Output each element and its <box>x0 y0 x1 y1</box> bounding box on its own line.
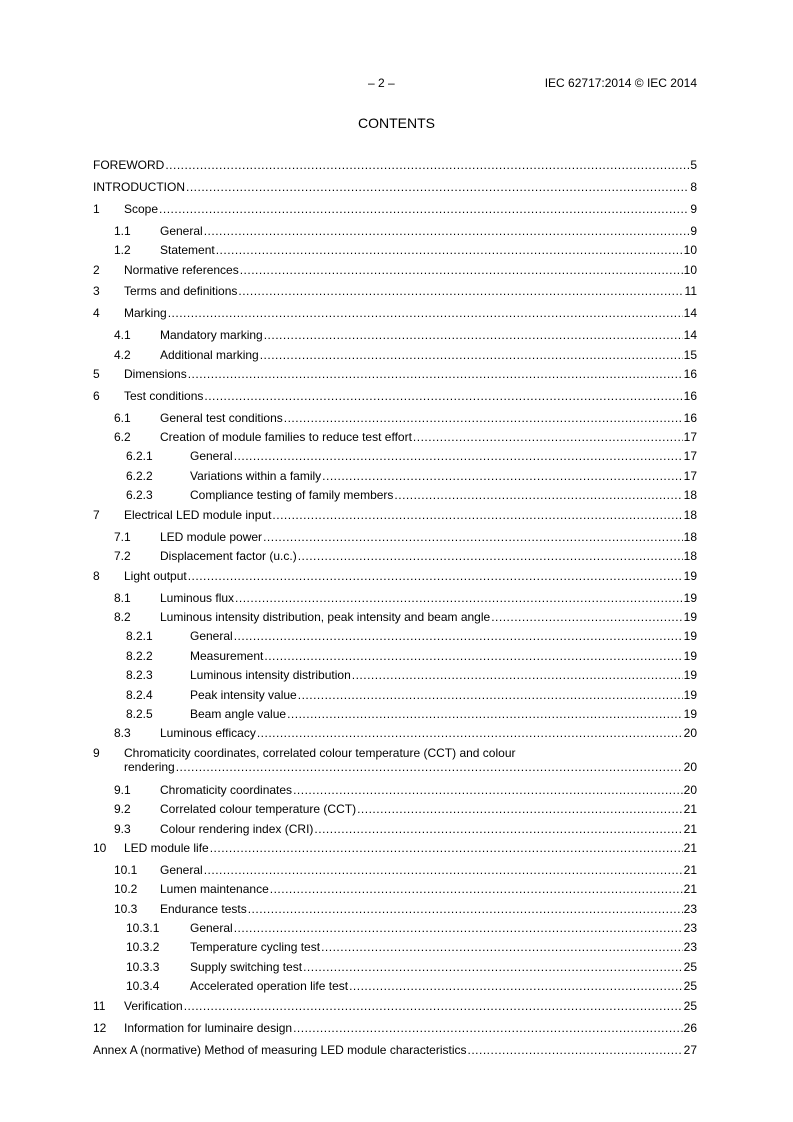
toc-entry-number: 2 <box>93 263 100 277</box>
toc-entry-page: 19 <box>683 591 697 605</box>
toc-entry-title: Supply switching test <box>190 960 303 974</box>
toc-entry-title: General <box>190 629 233 643</box>
toc-entry[interactable] <box>93 802 697 816</box>
toc-entry-number: 1.2 <box>114 243 131 257</box>
toc-entry-page: 19 <box>683 569 697 583</box>
toc-entry[interactable] <box>93 668 697 682</box>
toc-entry-page: 16 <box>683 367 697 381</box>
dot-leader <box>204 389 682 403</box>
toc-entry-page: 19 <box>683 668 697 682</box>
toc-entry-title: Luminous intensity distribution <box>190 668 351 682</box>
dot-leader <box>321 940 683 954</box>
toc-entry-title: Annex A (normative) Method of measuring LED module characteristics <box>93 1043 467 1057</box>
dot-leader <box>491 610 682 624</box>
dot-leader <box>260 348 683 362</box>
dot-leader <box>394 488 682 502</box>
toc-entry-number: 5 <box>93 367 100 381</box>
dot-leader <box>322 469 682 483</box>
dot-leader <box>186 180 689 194</box>
toc-entry-title: Colour rendering index (CRI) <box>160 822 314 836</box>
toc-entry-title-continued: rendering <box>124 760 175 774</box>
toc-entry[interactable] <box>93 688 697 702</box>
dot-leader <box>235 591 683 605</box>
toc-entry[interactable] <box>93 746 697 774</box>
toc-entry[interactable] <box>93 902 697 916</box>
toc-entry-title: Additional marking <box>160 348 259 362</box>
toc-entry-page: 18 <box>683 549 697 563</box>
toc-entry[interactable] <box>93 348 697 362</box>
toc-entry-number: 8.2.2 <box>126 649 153 663</box>
dot-leader <box>188 367 683 381</box>
toc-entry-title: Temperature cycling test <box>190 940 321 954</box>
toc-entry-title: Dimensions <box>124 367 187 381</box>
dot-leader <box>413 430 683 444</box>
toc-entry-number: 10.3.4 <box>126 979 160 993</box>
toc-entry[interactable] <box>93 328 697 342</box>
toc-entry-title: Luminous efficacy <box>160 726 256 740</box>
toc-entry-title: Terms and definitions <box>124 284 238 298</box>
toc-entry-page: 17 <box>683 469 697 483</box>
toc-entry[interactable] <box>93 921 697 935</box>
toc-entry-page: 21 <box>683 882 697 896</box>
toc-entry[interactable] <box>93 449 697 463</box>
toc-entry-page: 17 <box>683 449 697 463</box>
toc-entry-page: 25 <box>683 979 697 993</box>
toc-entry-page: 18 <box>683 508 697 522</box>
toc-entry[interactable] <box>93 569 697 583</box>
toc-entry-title: FOREWORD <box>93 158 165 172</box>
toc-entry-page: 8 <box>690 180 697 194</box>
dot-leader <box>272 508 682 522</box>
page-title: CONTENTS <box>358 115 435 131</box>
toc-entry-title: Scope <box>124 202 159 216</box>
standard-reference: IEC 62717:2014 © IEC 2014 <box>544 76 697 90</box>
dot-leader <box>314 822 682 836</box>
toc-entry-page: 15 <box>683 348 697 362</box>
toc-entry-title: Electrical LED module input <box>124 508 272 522</box>
dot-leader <box>352 668 683 682</box>
dot-leader <box>303 960 683 974</box>
toc-entry[interactable] <box>93 224 697 238</box>
dot-leader <box>168 306 683 320</box>
dot-leader <box>234 629 683 643</box>
toc-entry-number: 8.1 <box>114 591 131 605</box>
toc-entry-page: 21 <box>683 863 697 877</box>
toc-entry[interactable] <box>93 1043 697 1057</box>
toc-entry-number: 1 <box>93 202 100 216</box>
dot-leader <box>234 921 683 935</box>
toc-entry-title: Lumen maintenance <box>160 882 269 896</box>
dot-leader <box>248 902 683 916</box>
dot-leader <box>349 979 683 993</box>
toc-entry[interactable] <box>93 979 697 993</box>
toc-entry-page: 23 <box>683 940 697 954</box>
toc-entry-title: INTRODUCTION <box>93 180 185 194</box>
toc-entry[interactable] <box>93 411 697 425</box>
toc-entry-page: 18 <box>683 530 697 544</box>
page-number: – 2 – <box>368 76 395 90</box>
toc-entry[interactable] <box>93 726 697 740</box>
toc-entry[interactable] <box>93 469 697 483</box>
toc-entry-page: 10 <box>683 243 697 257</box>
toc-entry-number: 6.2 <box>114 430 131 444</box>
toc-entry-page: 10 <box>683 263 697 277</box>
toc-entry-number: 1.1 <box>114 224 131 238</box>
dot-leader <box>176 760 683 774</box>
toc-entry-title: Variations within a family <box>190 469 322 483</box>
toc-entry-page: 21 <box>683 841 697 855</box>
toc-entry-page: 19 <box>683 707 697 721</box>
toc-entry-number: 9.2 <box>114 802 131 816</box>
toc-entry-page: 16 <box>683 411 697 425</box>
toc-entry-page: 21 <box>683 802 697 816</box>
toc-entry[interactable] <box>93 629 697 643</box>
toc-entry-page: 26 <box>683 1021 697 1035</box>
dot-leader <box>264 649 682 663</box>
toc-entry[interactable] <box>93 841 697 855</box>
toc-entry[interactable] <box>93 549 697 563</box>
toc-entry-page: 18 <box>683 488 697 502</box>
toc-entry-number: 7 <box>93 508 100 522</box>
toc-entry-title: General <box>190 449 233 463</box>
toc-entry[interactable] <box>93 284 697 298</box>
toc-entry-number: 9 <box>93 746 100 760</box>
toc-entry-page: 20 <box>683 726 697 740</box>
toc-entry-title: Verification <box>124 999 183 1013</box>
toc-entry-number: 8.2.4 <box>126 688 153 702</box>
toc-entry-page: 25 <box>683 999 697 1013</box>
toc-entry-title: Normative references <box>124 263 239 277</box>
toc-entry-number: 8.2 <box>114 610 131 624</box>
toc-entry-number: 7.2 <box>114 549 131 563</box>
dot-leader <box>298 549 683 563</box>
toc-entry-page: 5 <box>690 158 697 172</box>
toc-entry-number: 10.3.1 <box>126 921 160 935</box>
toc-entry-number: 6 <box>93 389 100 403</box>
toc-entry-number: 3 <box>93 284 100 298</box>
toc-entry-page: 11 <box>684 284 697 298</box>
toc-entry-title: Compliance testing of family members <box>190 488 394 502</box>
dot-leader <box>284 411 683 425</box>
toc-entry-number: 7.1 <box>114 530 131 544</box>
dot-leader <box>210 841 683 855</box>
toc-entry[interactable] <box>93 202 697 216</box>
toc-entry-title: Endurance tests <box>160 902 247 916</box>
dot-leader <box>257 726 683 740</box>
toc-entry-page: 23 <box>683 902 697 916</box>
toc-entry-page: 14 <box>683 328 697 342</box>
toc-entry-number: 10.3.2 <box>126 940 160 954</box>
toc-entry-number: 8.2.1 <box>126 629 153 643</box>
toc-entry[interactable] <box>93 863 697 877</box>
dot-leader <box>159 202 689 216</box>
dot-leader <box>298 688 683 702</box>
toc-entry-title: Information for luminaire design <box>124 1021 293 1035</box>
toc-entry[interactable] <box>93 430 697 444</box>
toc-entry-page: 9 <box>690 224 697 238</box>
toc-entry[interactable] <box>93 999 697 1013</box>
toc-entry-page: 23 <box>683 921 697 935</box>
toc-entry-number: 12 <box>93 1021 107 1035</box>
dot-leader <box>188 569 683 583</box>
dot-leader <box>293 1021 683 1035</box>
toc-entry-page: 20 <box>683 783 697 797</box>
toc-entry-title: General <box>160 224 203 238</box>
toc-entry[interactable] <box>93 508 697 522</box>
toc-entry[interactable] <box>93 882 697 896</box>
toc-entry-number: 8.3 <box>114 726 131 740</box>
toc-entry-number: 6.2.3 <box>126 488 153 502</box>
dot-leader <box>204 863 683 877</box>
dot-leader <box>468 1043 683 1057</box>
toc-entry[interactable] <box>93 306 697 320</box>
toc-entry[interactable] <box>93 530 697 544</box>
toc-entry[interactable] <box>93 822 697 836</box>
toc-entry-number: 10.1 <box>114 863 138 877</box>
toc-entry-number: 4.2 <box>114 348 131 362</box>
dot-leader <box>263 530 683 544</box>
toc-entry[interactable] <box>93 1021 697 1035</box>
dot-leader <box>240 263 683 277</box>
toc-entry-page: 20 <box>683 760 697 774</box>
toc-entry-title: Chromaticity coordinates <box>160 783 293 797</box>
toc-entry-number: 4 <box>93 306 100 320</box>
dot-leader <box>184 999 683 1013</box>
dot-leader <box>216 243 683 257</box>
toc-entry[interactable] <box>93 488 697 502</box>
toc-entry-number: 11 <box>93 999 106 1013</box>
toc-entry[interactable] <box>93 783 697 797</box>
toc-entry-page: 19 <box>683 649 697 663</box>
toc-entry-title: Correlated colour temperature (CCT) <box>160 802 357 816</box>
toc-entry-number: 10.3 <box>114 902 138 916</box>
toc-entry-page: 14 <box>683 306 697 320</box>
dot-leader <box>238 284 683 298</box>
toc-entry-title: Displacement factor (u.c.) <box>160 549 297 563</box>
toc-entry-number: 6.1 <box>114 411 131 425</box>
dot-leader <box>165 158 689 172</box>
toc-entry-title: General test conditions <box>160 411 283 425</box>
toc-entry[interactable] <box>93 389 697 403</box>
toc-entry-title: Light output <box>124 569 187 583</box>
toc-entry[interactable] <box>93 180 697 194</box>
page-header <box>93 76 697 92</box>
toc-entry-title: Chromaticity coordinates, correlated colour temperature (CCT) and colour <box>124 746 516 760</box>
toc-entry-number: 10.3.3 <box>126 960 160 974</box>
toc-entry-page: 16 <box>683 389 697 403</box>
toc-entry-title: Luminous flux <box>160 591 235 605</box>
toc-entry-page: 9 <box>690 202 697 216</box>
toc-entry[interactable] <box>93 610 697 624</box>
toc-entry[interactable] <box>93 707 697 721</box>
toc-entry-title: General <box>160 863 203 877</box>
toc-entry-title: General <box>190 921 233 935</box>
toc-entry-title: Marking <box>124 306 167 320</box>
dot-leader <box>357 802 683 816</box>
toc-entry-title: LED module power <box>160 530 263 544</box>
toc-entry-title: Measurement <box>190 649 264 663</box>
toc-entry-title: Peak intensity value <box>190 688 297 702</box>
toc-entry-page: 21 <box>683 822 697 836</box>
toc-entry-title: Test conditions <box>124 389 204 403</box>
dot-leader <box>287 707 683 721</box>
toc-entry-number: 9.3 <box>114 822 131 836</box>
toc-entry-number: 6.2.2 <box>126 469 153 483</box>
dot-leader <box>234 449 683 463</box>
toc-entry[interactable] <box>93 367 697 381</box>
toc-entry[interactable] <box>93 158 697 172</box>
toc-entry-number: 8 <box>93 569 100 583</box>
toc-entry[interactable] <box>93 243 697 257</box>
toc-entry[interactable] <box>93 591 697 605</box>
toc-entry-number: 8.2.3 <box>126 668 153 682</box>
toc-entry-number: 6.2.1 <box>126 449 153 463</box>
toc-entry-title: Mandatory marking <box>160 328 263 342</box>
toc-entry[interactable] <box>93 649 697 663</box>
toc-entry-page: 19 <box>683 629 697 643</box>
toc-entry-title: Creation of module families to reduce test effort <box>160 430 412 444</box>
toc-entry-page: 19 <box>683 610 697 624</box>
toc-entry-page: 27 <box>683 1043 697 1057</box>
toc-entry-page: 25 <box>683 960 697 974</box>
toc-entry-title: Luminous intensity distribution, peak intensity and beam angle <box>160 610 491 624</box>
toc-entry-title: LED module life <box>124 841 209 855</box>
toc-entry-title: Accelerated operation life test <box>190 979 349 993</box>
toc-entry-title: Beam angle value <box>190 707 287 721</box>
toc-entry[interactable] <box>93 940 697 954</box>
toc-entry-number: 4.1 <box>114 328 131 342</box>
dot-leader <box>204 224 690 238</box>
toc-entry-number: 8.2.5 <box>126 707 153 721</box>
dot-leader <box>270 882 683 896</box>
toc-entry-page: 17 <box>683 430 697 444</box>
toc-entry-number: 10 <box>93 841 107 855</box>
toc-entry-title: Statement <box>160 243 215 257</box>
toc-entry[interactable] <box>93 960 697 974</box>
toc-entry-page: 19 <box>683 688 697 702</box>
dot-leader <box>264 328 683 342</box>
toc-entry-number: 10.2 <box>114 882 138 896</box>
toc-entry[interactable] <box>93 263 697 277</box>
dot-leader <box>293 783 683 797</box>
toc-entry-number: 9.1 <box>114 783 131 797</box>
